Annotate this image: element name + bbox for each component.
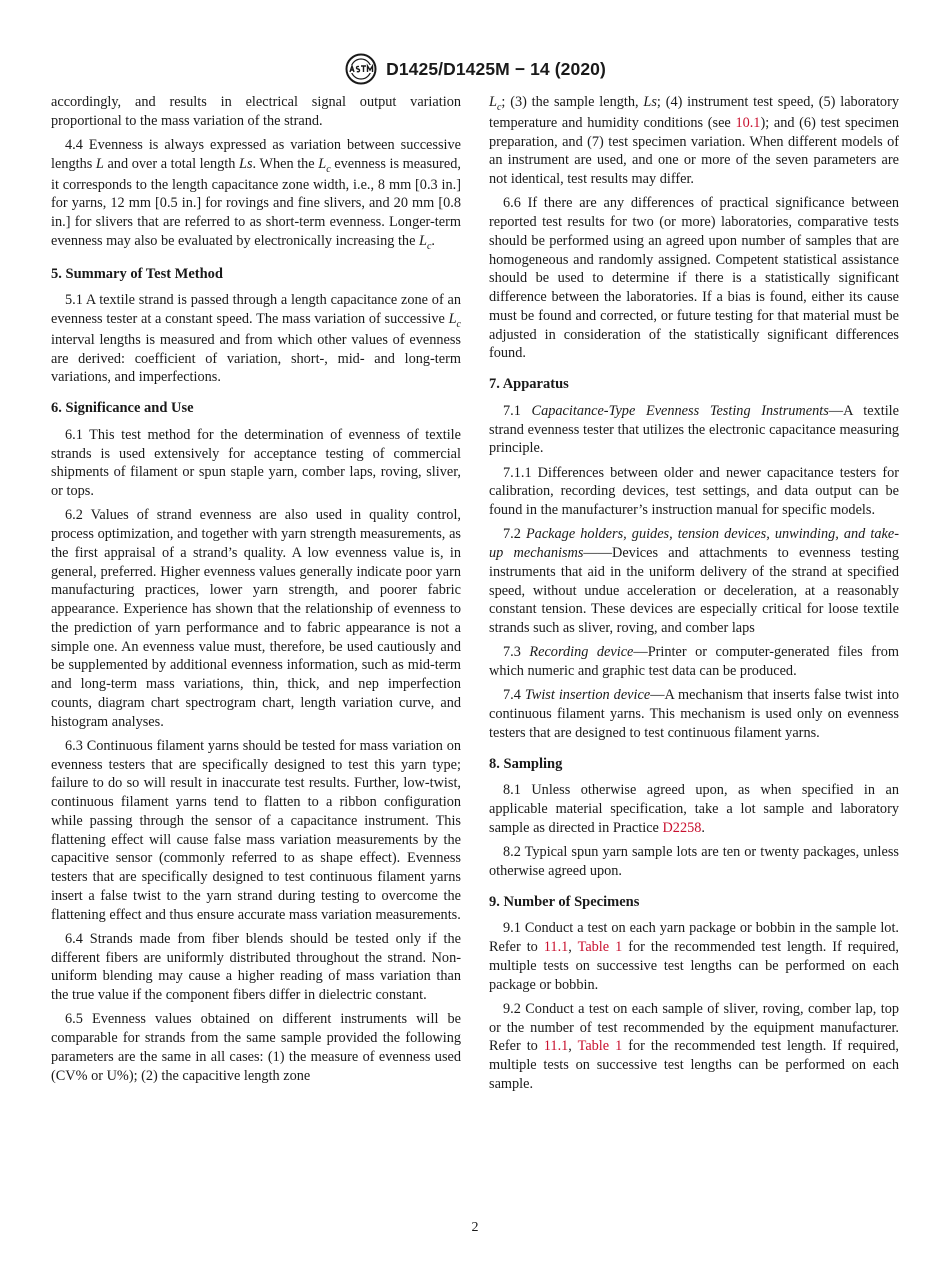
- paragraph-7-2: 7.2 Package holders, guides, tension devices, unwinding, and take-up mechanisms——Devices and attachments to evenness testing instruments that aid in the uniform delivery of the strand at specified speed, without undue acceleration or deceleration, at a reasonably constant tension. These devices are especially critical for loose textile strands such as sliver, roving, and comber laps: [489, 526, 899, 636]
- section-8-heading: 8. Sampling: [489, 755, 563, 772]
- paragraph-4-3-continued: accordingly, and results in electrical signal output variation proportional to the mass variation of the strand.: [51, 94, 461, 129]
- link-section-11-1[interactable]: 11.1: [543, 1038, 569, 1055]
- paragraph-4-4: 4.4 Evenness is always expressed as variation between successive lengths L and over a total length Ls. When the $L_c$ evenness is measured, it corresponds to the length capacitance zone width, i.e., 8 mm [0.3 in.] for yarns, 12 mm [0.5 in.] for rovings and fine slivers, and 20 mm [0.8 in.] for slivers that are referred to as short-term evenness. Longer-term evenness may also be evaluated by electronically increasing the $L_c$.: [51, 137, 461, 252]
- left-column: [51, 93, 461, 1091]
- section-7-heading: 7. Apparatus: [489, 376, 569, 392]
- link-section-11-1[interactable]: 11.1: [543, 939, 569, 955]
- paragraph-7-3: 7.3 Recording device—Printer or computer-generated files from which numeric and graphic test data can be produced.: [489, 644, 899, 679]
- paragraph-7-1: 7.1 Capacitance-Type Evenness Testing Instruments—A textile strand evenness tester that utilizes the electronic capacitance measuring principle.: [489, 402, 900, 457]
- section-6-heading: 6. Significance and Use: [51, 400, 194, 416]
- paragraph-5-1: 5.1 A textile strand is passed through a length capacitance zone of an evenness tester at a constant speed. The mass variation of successive $L_c$ interval lengths is measured and from which other values of evenness are derived: coefficient of variation, short-, mid- and long-term variations, and imperfections.: [51, 292, 461, 386]
- link-d2258[interactable]: D2258: [662, 819, 702, 836]
- section-9-heading: 9. Number of Specimens: [489, 893, 640, 910]
- paragraph-6-5-continued: $L_c$; (3) the sample length, Ls; (4) instrument test speed, (5) laboratory temperature and humidity conditions (see 10.1); and (6) test specimen preparation, and (7) test specimen variation. When different models of an instrument are used, and one or more of the seven parameters are not identical, test results may differ.: [489, 94, 900, 187]
- paragraph-7-1-1: 7.1.1 Differences between older and newer capacitance testers for calibration, recording devices, test settings, and data output can be found in the manufacturer’s instruction manual for specific models.: [489, 464, 899, 518]
- paragraph-6-2: 6.2 Values of strand evenness are also used in quality control, process optimization, and together with yarn strength measurements, as the first appraisal of a strand’s quality. A low evenness value is, in general, preferred. Higher evenness values generally indicate poor yarn manufacturing practices, lower yarn strength, and poorer fabric appearance. Experience has shown that the relationship of evenness to the prediction of yarn performance and to fabric appearance is not a simple one. An evenness value must, therefore, be used cautiously and be supplemented by additional evenness information, such as mid-term and long-term mass variations, thin, thick, and nep imperfection counts, diagram chart spectrogram chart, length variation curve, and histogram analyses.: [51, 507, 461, 730]
- paragraph-8-1: 8.1 Unless otherwise agreed upon, as when specified in an applicable material specification, take a lot sample and laboratory sample as directed in Practice D2258.: [489, 782, 899, 836]
- paragraph-6-5: 6.5 Evenness values obtained on different instruments will be comparable for strands from the same sample provided the following parameters are the same in all cases: (1) the measure of evenness used (CV% or U%); (2) the capacitive length zone: [51, 1011, 461, 1084]
- document-designation: D1425/D1425M − 14 (2020): [386, 58, 606, 79]
- paragraph-6-4: 6.4 Strands made from fiber blends should be tested only if the different fibers are uniformly distributed throughout the strand. Non-uniform blending may cause a higher reading of mass variation than the true value if the component fibers differ in dielectric constant.: [51, 930, 461, 1003]
- astm-logo-icon: [344, 53, 378, 85]
- paragraph-8-2: 8.2 Typical spun yarn sample lots are ten or twenty packages, unless otherwise agreed upon.: [489, 844, 899, 879]
- page-header: [0, 52, 950, 86]
- paragraph-6-1: 6.1 This test method for the determination of evenness of textile strands is used extensively for acceptance testing of commercial shipments of filament or spun staple yarn, comber laps, roving, sliver, or tops.: [51, 426, 461, 499]
- link-section-10-1[interactable]: 10.1: [735, 114, 761, 131]
- paragraph-7-4: 7.4 Twist insertion device—A mechanism that inserts false twist into continuous filament yarns. This mechanism is used only on evenness testers that are designed to test continuous filament yarns.: [489, 687, 899, 741]
- right-column: [489, 93, 899, 1099]
- link-table-1[interactable]: Table 1: [577, 1038, 623, 1055]
- link-table-1[interactable]: Table 1: [577, 939, 623, 955]
- section-5-heading: 5. Summary of Test Method: [51, 265, 223, 282]
- page-number: 2: [471, 1220, 479, 1235]
- paragraph-6-6: 6.6 If there are any differences of practical significance between reported test results for two (or more) laboratories, comparative tests should be performed using an agreed upon number of samples that are homogeneous and randomly assigned. Competent statistical assistance should be used to determine if there is a statistically significant difference between the laboratories. If a bias is found, either its cause must be found and corrected, or future testing for that material must be adjusted in consideration of the statistically significant differences found.: [489, 195, 899, 362]
- paragraph-9-1: 9.1 Conduct a test on each yarn package or bobbin in the sample lot. Refer to 11.1, Table 1 for the recommended test length. If required, multiple tests on successive test lengths can be performed on each package or bobbin.: [489, 920, 899, 993]
- paragraph-9-2: 9.2 Conduct a test on each sample of sliver, roving, comber lap, top or the number of test recommended by the equipment manufacturer. Refer to 11.1, Table 1 for the recommended test length. If required, multiple tests on successive test lengths can be performed on each sample.: [489, 1000, 899, 1092]
- paragraph-6-3: 6.3 Continuous filament yarns should be tested for mass variation on evenness testers that are specifically designed to test this yarn type; failure to do so will result in inaccurate test results. Further, low-twist, continuous filament yarns tend to flatten to a ribbon configuration while passing through the sensor of a capacitance instrument. This flattening effect will cause false mass variation measurements by the capacitive sensor (commonly referred to as shape effect). Evenness testers that are specifically designed to test continuous filament yarns insert a false twist to the yarn strand during testing to overcome the flattening effect and thus ensure accurate mass variation measurements.: [51, 737, 461, 923]
